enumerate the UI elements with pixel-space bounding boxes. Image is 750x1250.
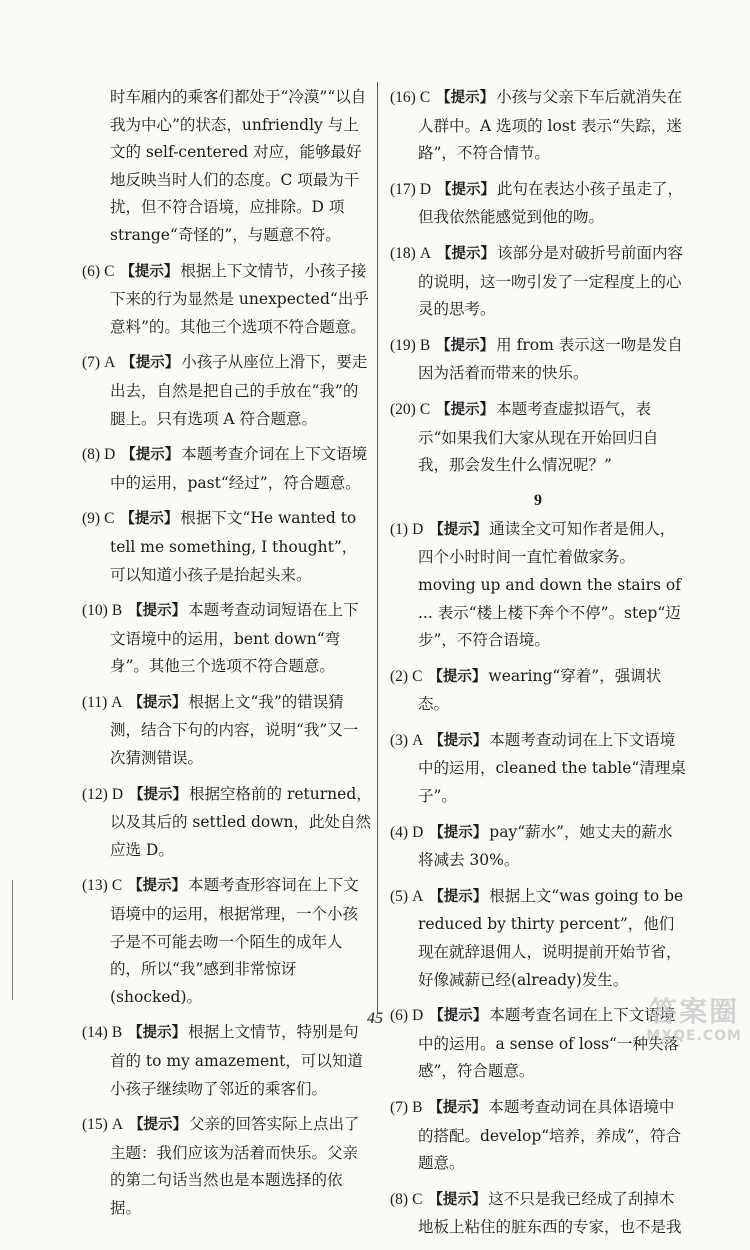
hint-label: 【提示】 [120, 263, 179, 280]
explanation-text: 本题考查动词在具体语境中的搭配。develop“培养，养成”，符合题意。 [418, 1098, 682, 1173]
answer-letter: D [412, 1007, 424, 1025]
question-number: (5) [390, 887, 409, 905]
hint-label: 【提示】 [428, 1191, 487, 1208]
watermark-title: 答案圈 [649, 995, 740, 1028]
answer-letter: D [412, 823, 424, 841]
answer-item [390, 332, 686, 388]
hint-label: 【提示】 [128, 694, 187, 711]
hint-label: 【提示】 [437, 181, 496, 198]
left-column [82, 84, 372, 1231]
question-number: (6) [82, 262, 101, 280]
answer-item [82, 349, 372, 433]
explanation-text: 本题考查介词在上下文语境中的运用，past“经过”，符合题意。 [110, 445, 368, 492]
hint-label: 【提示】 [429, 732, 488, 749]
question-number: (8) [390, 1190, 409, 1208]
explanation-text: 用 from 表示这一吻是发自因为活着而带来的快乐。 [418, 335, 683, 383]
answer-letter: C [412, 1190, 423, 1208]
question-number: (17) [390, 180, 416, 198]
explanation-text: wearing“穿着”，强调状态。 [418, 666, 662, 714]
hint-label: 【提示】 [128, 603, 187, 620]
answer-item [390, 727, 686, 811]
explanation-text: pay“薪水”，她丈夫的薪水将减去 30%。 [418, 822, 673, 870]
answer-letter: C [412, 667, 423, 685]
watermark-logo [646, 996, 742, 1044]
question-number: (7) [82, 354, 101, 372]
hint-label: 【提示】 [429, 521, 488, 538]
continuation-paragraph: 时车厢内的乘客们都处于“冷漠”“以自我为中心”的状态，unfriendly 与上文的 self-centered 对应，能够最好地反映当时人们的态度。C 项最为干扰，但不符合语境，应排除。D 项 strange“奇怪的”，与题意不符。 [110, 88, 367, 244]
explanation-text: 本题考查动词短语在上下文语境中的运用，bent down“弯身”。其他三个选项不符合题意。 [110, 601, 359, 676]
answer-item [82, 505, 372, 589]
question-number: (13) [82, 877, 108, 895]
hint-label: 【提示】 [437, 245, 496, 262]
answer-letter: D [412, 520, 424, 538]
answer-item [390, 663, 686, 719]
explanation-text: 父亲的回答实际上点出了主题：我们应该为活着而快乐。父亲的第二句话当然也是本题选择的依据。 [110, 1115, 360, 1217]
question-number: (1) [390, 520, 409, 538]
explanation-text: 本题考查形容词在上下文语境中的运用，根据常理，一个小孩子是不可能去吻一个陌生的成年人的，所以“我”感到非常惊讶(shocked)。 [110, 876, 359, 1006]
section-number: 9 [534, 491, 542, 509]
question-number: (12) [82, 785, 108, 803]
explanation-text: 根据上下文情节，小孩子接下来的行为显然是 unexpected“出乎意料”的。其他三个选项不符合题意。 [110, 261, 369, 336]
answer-item [390, 516, 686, 655]
explanation-text: 此句在表达小孩子虽走了，但我依然能感觉到他的吻。 [418, 179, 684, 227]
answer-item [82, 689, 372, 773]
question-number: (9) [82, 510, 101, 528]
watermark-url: MXQE.COM [646, 1028, 742, 1044]
column-divider [377, 82, 378, 1012]
explanation-text: 根据空格前的 returned，以及其后的 settled down，此处自然应选 D。 [110, 784, 372, 859]
answer-letter: D [104, 446, 116, 464]
question-number: (16) [390, 89, 416, 106]
answer-item [82, 441, 372, 497]
right-answer-list-bottom [390, 516, 686, 1242]
answer-item [82, 1111, 372, 1222]
hint-label: 【提示】 [128, 1025, 187, 1042]
hint-label: 【提示】 [121, 355, 180, 372]
answer-item [82, 872, 372, 1011]
explanation-text: 根据上文“我”的错误猜测，结合下句的内容，说明“我”又一次猜测错误。 [110, 692, 359, 768]
hint-label: 【提示】 [429, 888, 488, 905]
question-number: (3) [390, 731, 409, 749]
question-number: (20) [390, 400, 416, 418]
answer-item [390, 1186, 686, 1242]
answer-item [82, 597, 372, 681]
explanation-text: 根据下文“He wanted to tell me something, I thought”，可以知道小孩子是抬起头来。 [110, 509, 358, 584]
right-answer-list-top [390, 84, 686, 480]
answer-letter: A [104, 354, 116, 372]
answer-letter: A [111, 1116, 124, 1134]
hint-label: 【提示】 [129, 1117, 188, 1134]
answer-letter: B [412, 1099, 423, 1116]
answer-item [390, 84, 686, 168]
answer-letter: A [419, 244, 432, 262]
answer-item [390, 1094, 686, 1178]
hint-label: 【提示】 [120, 511, 179, 528]
explanation-text: 通读全文可知作者是佣人，四个小时时间一直忙着做家务。moving up and down the stairs of ... 表示“楼上楼下奔个不停”。step“迈步”，不符合语境。 [418, 519, 681, 650]
explanation-text: 根据上文情节，特别是句首的 to my amazement，可以知道小孩子继续吻了邻近的乘客们。 [110, 1023, 363, 1098]
hint-label: 【提示】 [128, 878, 187, 895]
hint-label: 【提示】 [428, 1100, 487, 1116]
answer-item [390, 396, 686, 480]
explanation-text: 小孩子从座位上滑下，要走出去，自然是把自己的手放在“我”的腿上。只有选项 A 符合题意。 [110, 353, 368, 428]
answer-letter: B [111, 602, 123, 620]
answer-letter: D [419, 180, 432, 198]
answer-item [390, 819, 686, 875]
explanation-text: 本题考查虚拟语气，表示“如果我们大家从现在开始回归自我，那会发生什么情况呢？” [418, 399, 659, 475]
answer-letter: C [111, 877, 123, 895]
answer-letter: C [419, 89, 431, 106]
explanation-text: 该部分是对破折号前面内容的说明，这一吻引发了一定程度上的心灵的思考。 [418, 243, 684, 319]
answer-letter: B [419, 336, 431, 354]
answer-letter: C [419, 400, 431, 418]
question-number: (4) [390, 823, 409, 841]
hint-label: 【提示】 [121, 447, 180, 464]
hint-label: 【提示】 [129, 786, 188, 803]
answer-letter: A [412, 887, 424, 905]
question-number: (8) [82, 446, 101, 464]
explanation-text: 小孩与父亲下车后就消失在人群中。A 选项的 lost 表示“失踪，迷路”，不符合情节。 [418, 88, 683, 163]
page-number: 45 [367, 1010, 383, 1027]
hint-label: 【提示】 [436, 337, 495, 354]
right-column [390, 84, 686, 1250]
hint-label: 【提示】 [436, 90, 495, 106]
explanation-text: 本题考查动词在上下文语境中的运用，cleaned the table“清理桌子”。 [418, 730, 686, 806]
answer-item [82, 258, 372, 342]
explanation-text: 根据上文“was going to be reduced by thirty percent”，他们现在就辞退佣人，说明提前开始节省，好像减薪已经(already)发生。 [418, 886, 684, 989]
question-number: (7) [390, 1099, 409, 1116]
answer-letter: A [412, 731, 424, 749]
question-number: (18) [390, 244, 416, 262]
hint-label: 【提示】 [429, 1008, 488, 1025]
answer-letter: B [111, 1024, 123, 1042]
margin-line [12, 880, 13, 1000]
answer-letter: C [104, 262, 115, 280]
question-number: (2) [390, 667, 409, 685]
question-number: (6) [390, 1007, 409, 1025]
answer-item [390, 883, 686, 994]
answer-item [390, 176, 686, 232]
question-number: (15) [82, 1116, 108, 1134]
question-number: (10) [82, 602, 108, 620]
question-number: (19) [390, 336, 416, 354]
hint-label: 【提示】 [429, 824, 488, 841]
question-number: (14) [82, 1024, 108, 1042]
answer-item [82, 781, 372, 865]
hint-label: 【提示】 [436, 401, 495, 418]
left-answer-list [82, 258, 372, 1223]
explanation-text: 本题考查名词在上下文语境中的运用。a sense of loss“一种失落感”，符合题意。 [418, 1006, 679, 1081]
answer-item [82, 1019, 372, 1103]
explanation-text: 这不只是我已经成了刮掉木地板上粘住的脏东西的专家，也不是我 [418, 1189, 682, 1237]
hint-label: 【提示】 [428, 668, 487, 685]
answer-item [390, 240, 686, 324]
answer-letter: A [111, 693, 123, 711]
question-number: (11) [82, 693, 108, 711]
answer-letter: C [104, 510, 115, 528]
answer-letter: D [111, 785, 124, 803]
